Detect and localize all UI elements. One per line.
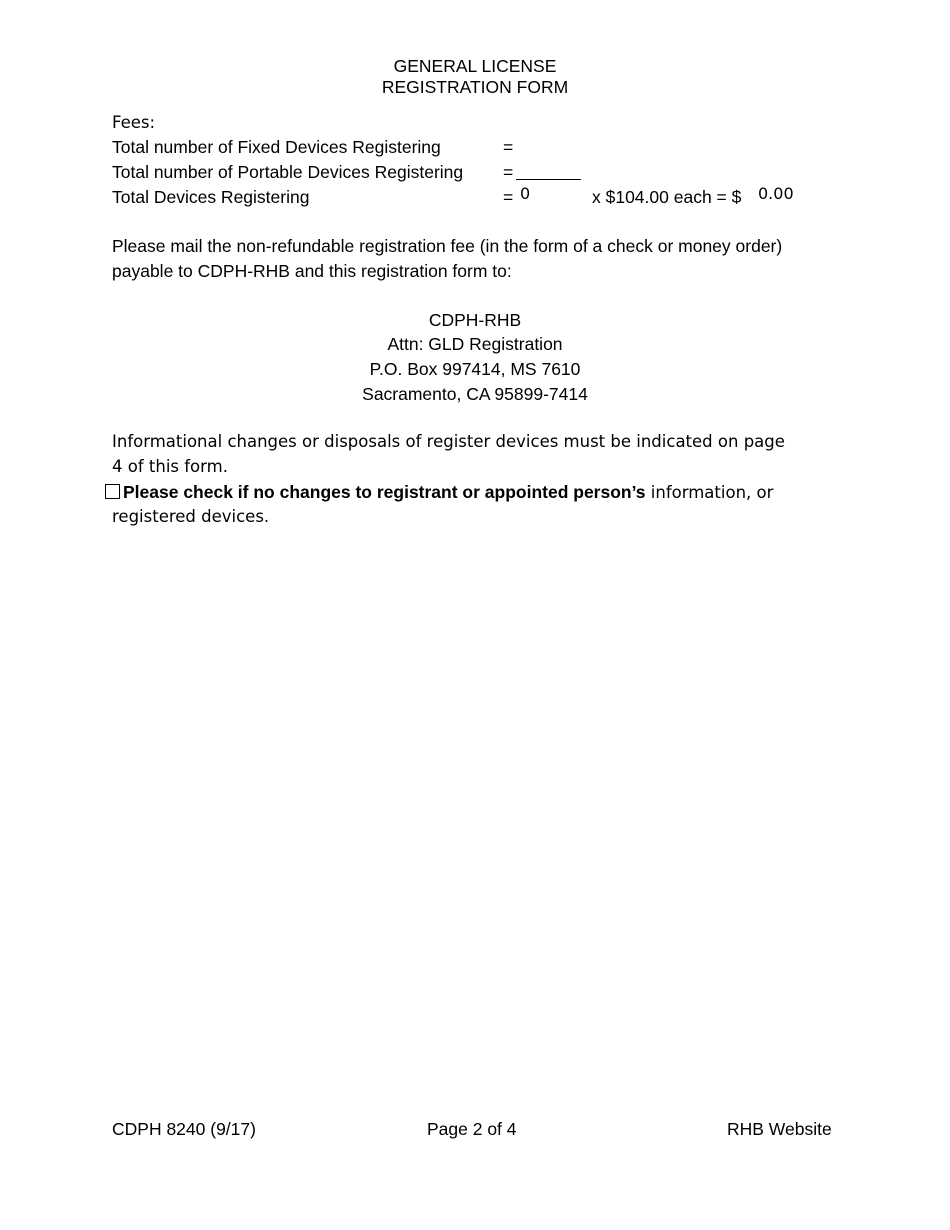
form-title-line2: REGISTRATION FORM xyxy=(381,77,569,97)
total-devices-equals: = xyxy=(503,187,514,207)
fixed-devices-field[interactable] xyxy=(520,136,580,156)
address-line4: Sacramento, CA 95899-7414 xyxy=(362,384,588,404)
no-changes-rest-text: information, or xyxy=(645,483,774,502)
fixed-devices-equals: = xyxy=(503,137,514,157)
footer-website-link[interactable]: RHB Website xyxy=(727,1119,832,1139)
footer-page-number: Page 2 of 4 xyxy=(427,1119,517,1139)
total-amount-field[interactable]: 0.00 xyxy=(758,184,794,203)
portable-devices-underline xyxy=(516,179,581,180)
no-changes-statement xyxy=(123,482,773,503)
portable-devices-label: Total number of Portable Devices Registering xyxy=(112,162,464,182)
no-changes-bold-text: Please check if no changes to registrant or appointed person’s xyxy=(123,482,646,502)
portable-devices-field[interactable] xyxy=(518,160,580,180)
portable-devices-equals: = xyxy=(503,162,514,182)
form-title-line1: GENERAL LICENSE xyxy=(393,56,557,76)
footer-form-id: CDPH 8240 (9/17) xyxy=(112,1119,256,1139)
total-devices-label: Total Devices Registering xyxy=(112,187,310,207)
no-changes-checkbox[interactable] xyxy=(105,484,120,499)
mail-instructions-line1: Please mail the non-refundable registration fee (in the form of a check or money order) xyxy=(112,236,783,256)
address-line2: Attn: GLD Registration xyxy=(387,334,563,354)
address-line1: CDPH-RHB xyxy=(428,310,522,330)
no-changes-line2: registered devices. xyxy=(112,507,270,526)
total-devices-field[interactable]: 0 xyxy=(520,184,531,203)
changes-note-line1: Informational changes or disposals of register devices must be indicated on page xyxy=(112,432,785,451)
price-per-device-text: x $104.00 each = $ xyxy=(592,187,742,207)
changes-note-line2: 4 of this form. xyxy=(112,457,228,476)
address-line3: P.O. Box 997414, MS 7610 xyxy=(369,359,581,379)
fixed-devices-label: Total number of Fixed Devices Registering xyxy=(112,137,441,157)
mail-instructions-line2: payable to CDPH-RHB and this registration form to: xyxy=(112,261,512,281)
fees-label: Fees: xyxy=(112,113,156,132)
